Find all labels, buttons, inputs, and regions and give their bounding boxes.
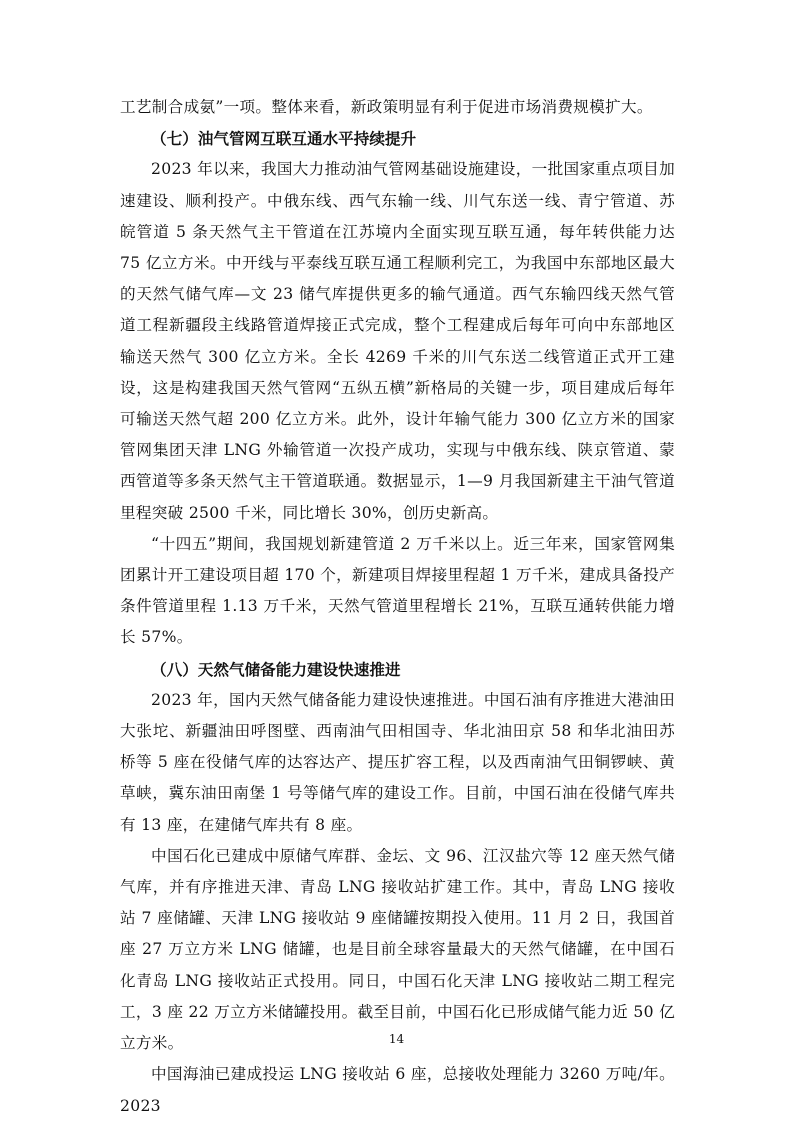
body-paragraph: 中国海油已建成投运 LNG 接收站 6 座，总接收处理能力 3260 万吨/年。2023 — [120, 1065, 675, 1115]
section-heading: （七）油气管网互联互通水平持续提升 — [151, 129, 417, 149]
body-paragraph: “十四五”期间，我国规划新建管道 2 万千米以上。近三年来，国家管网集团累计开工建设项目超 170 个，新建项目焊接里程超 1 万千米，建成具备投产条件管道里程 1.13 万千米，天然气管道里程增长 21%，互联互通转供能力增长 57%。 — [120, 534, 675, 647]
document-body — [120, 92, 675, 1122]
body-paragraph: 2023 年，国内天然气储备能力建设快速推进。中国石油有序推进大港油田大张坨、新疆油田呼图壁、西南油气田相国寺、华北油田京 58 和华北油田苏桥等 5 座在役储气库的达容达产、提压扩容工程，以及西南油气田铜锣峡、黄草峡，冀东油田南堡 1 号等储气库的建设工作。目前，中国石油在役储气库共有 13 座，在建储气库共有 8 座。 — [120, 690, 675, 834]
section-heading: （八）天然气储备能力建设快速推进 — [151, 659, 401, 679]
page-number: 14 — [388, 1032, 405, 1046]
body-paragraph: 2023 年以来，我国大力推动油气管网基础设施建设，一批国家重点项目加速建设、顺利投产。中俄东线、西气东输一线、川气东送一线、青宁管道、苏皖管道 5 条天然气主干管道在江苏境内全面实现互联互通，每年转供能力达 75 亿立方米。中开线与平泰线互联互通工程顺利完工，为我国中东部地区最大的天然气储气库—文 23 储气库提供更多的输气通道。西气东输四线天然气管道工程新疆段主线路管道焊接正式完成，整个工程建成后每年可向中东部地区输送天然气 300 亿立方米。全长 4269 千米的川气东送二线管道正式开工建设，这是构建我国天然气管网“五纵五横”新格局的关键一步，项目建成后每年可输送天然气超 200 亿立方米。此外，设计年输气能力 300 亿立方米的国家管网集团天津 LNG 外输管道一次投产成功，实现与中俄东线、陕京管道、蒙西管道等多条天然气主干管道联通。数据显示，1—9 月我国新建主干油气管道里程突破 2500 千米，同比增长 30%，创历史新高。 — [120, 160, 675, 522]
body-paragraph: 中国石化已建成中原储气库群、金坛、文 96、江汉盐穴等 12 座天然气储气库，并有序推进天津、青岛 LNG 接收站扩建工作。其中，青岛 LNG 接收站 7 座储罐、天津 LNG 接收站 9 座储罐按期投入使用。11 月 2 日，我国首座 27 万立方米 LNG 储罐，也是目前全球容量最大的天然气储罐，在中国石化青岛 LNG 接收站正式投用。同日，中国石化天津 LNG 接收站二期工程完工，3 座 22 万立方米储罐投用。截至目前，中国石化已形成储气能力近 50 亿立方米。 — [120, 846, 675, 1053]
body-paragraph: 工艺制合成氨”一项。整体来看，新政策明显有利于促进市场消费规模扩大。 — [120, 98, 653, 116]
